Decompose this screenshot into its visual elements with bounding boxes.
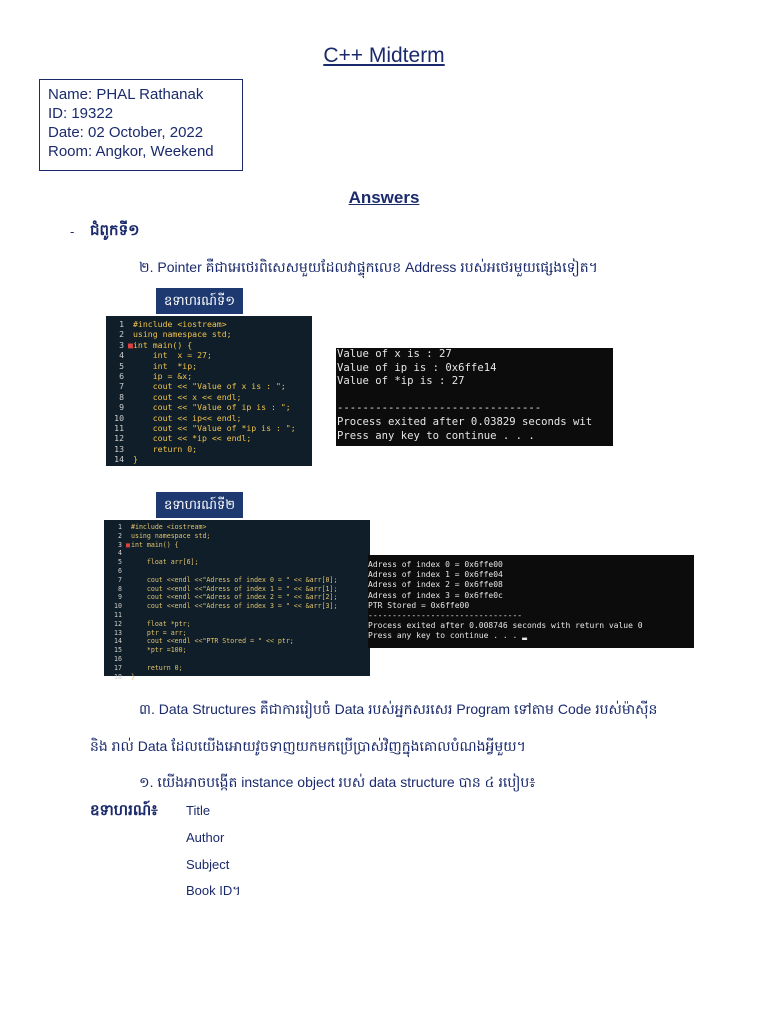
console-line: Press any key to continue . . . ▂ — [368, 631, 527, 641]
line-number: 1 — [118, 523, 122, 531]
code-text: } — [133, 454, 138, 465]
console-line: Press any key to continue . . . — [337, 429, 535, 442]
code-text: cout << "Value of *ip is : "; — [133, 422, 296, 433]
student-id: ID: 19322 — [48, 105, 114, 122]
code-text: cout <<endl <<"Adress of index 1 = " << &arr[1]; — [131, 584, 338, 593]
code-line — [104, 602, 370, 611]
console-line: Adress of index 0 = 0x6ffe00 — [368, 560, 503, 569]
list-item: Subject — [186, 857, 230, 872]
line-number: 6 — [118, 566, 122, 575]
section-heading: ជំពូកទី១ — [90, 222, 140, 239]
code-line — [106, 381, 312, 391]
code-line — [104, 646, 370, 655]
code-line — [104, 620, 370, 629]
code-line — [106, 402, 312, 412]
fold-marker — [126, 655, 131, 664]
code-text: #include <iostream> — [131, 523, 207, 531]
console-line: PTR Stored = 0x6ffe00 — [368, 600, 470, 610]
console-line: Value of x is : 27 — [337, 348, 452, 360]
code-line — [106, 454, 312, 464]
code-text: cout << "Value of x is : "; — [133, 381, 286, 392]
list-item: Author — [186, 830, 225, 845]
code-line — [106, 319, 312, 329]
line-number: 17 — [114, 663, 122, 672]
line-number: 12 — [114, 433, 124, 444]
line-number: 2 — [118, 531, 122, 540]
code-text: int main() { — [133, 339, 193, 350]
example-1-label: ឧទាហរណ៍ទី១ — [156, 288, 243, 314]
fold-marker — [126, 549, 131, 558]
code-text: cout <<endl <<"Adress of index 3 = " << &arr[3]; — [131, 602, 338, 611]
line-number: 6 — [119, 370, 124, 381]
line-number: 1 — [119, 319, 124, 329]
student-info-box — [39, 79, 243, 171]
console-line: -------------------------------- — [368, 611, 523, 621]
console-output-1 — [336, 348, 613, 446]
line-number: 12 — [114, 619, 122, 628]
fold-marker: ■ — [126, 540, 130, 549]
exam-room: Room: Angkor, Weekend — [48, 143, 214, 160]
line-number: 3 — [119, 339, 124, 350]
code-text: cout << *ip << endl; — [133, 433, 252, 444]
console-line: Value of ip is : 0x6ffe14 — [337, 361, 497, 374]
line-number: 9 — [119, 402, 124, 413]
line-number: 3 — [118, 540, 122, 549]
console-line: Value of *ip is : 27 — [337, 375, 465, 388]
fold-marker — [126, 567, 131, 576]
page-title: C++ Midterm — [323, 44, 445, 67]
code-line — [106, 433, 312, 443]
code-text: cout << x << endl; — [133, 391, 242, 402]
exam-date: Date: 02 October, 2022 — [48, 124, 204, 141]
code-line — [104, 549, 370, 558]
code-text: using namespace std; — [133, 329, 232, 340]
code-line — [104, 611, 370, 620]
line-number: 7 — [118, 575, 122, 584]
code-text: cout << "Value of ip is : "; — [133, 402, 291, 413]
list-item: Book ID។ — [186, 883, 241, 898]
code-text: #include <iostream> — [133, 319, 227, 329]
code-text: using namespace std; — [131, 531, 211, 540]
code-line — [104, 593, 370, 602]
code-line — [106, 329, 312, 339]
question-3-line-2: និង រាល់ Data ដែលយើងអោយវូចទាញយកមកប្រើប្រាស់វិញក្នុងគោលបំណងអ្វីមួយ។ — [90, 738, 526, 754]
line-number: 8 — [119, 391, 124, 402]
code-text: ptr = arr; — [131, 628, 187, 637]
code-text: float arr[6]; — [131, 558, 199, 567]
code-line — [106, 350, 312, 360]
code-line — [104, 576, 370, 585]
example-2-label: ឧទាហរណ៍ទី២ — [156, 492, 243, 518]
code-text: float *ptr; — [131, 619, 191, 628]
line-number: 11 — [114, 422, 124, 433]
code-line — [106, 361, 312, 371]
line-number: 10 — [114, 602, 122, 611]
code-line — [104, 523, 370, 532]
line-number: 8 — [118, 584, 122, 593]
code-line — [104, 532, 370, 541]
line-number: 4 — [119, 350, 124, 361]
console-line: Adress of index 2 = 0x6ffe08 — [368, 580, 503, 590]
code-text: int main() { — [131, 540, 179, 549]
console-line: Adress of index 3 = 0x6ffe0c — [368, 590, 503, 600]
code-text: return 0; — [131, 663, 183, 672]
question-2-text: ២. Pointer គឺជាអេថេរពិសេសមួយដែលវាផ្ទុកលេខ Address របស់អថេរមួយផ្សេងទៀត។ — [139, 259, 598, 275]
code-line — [106, 413, 312, 423]
code-text: int *ip; — [133, 360, 198, 371]
code-line — [104, 664, 370, 673]
line-number: 13 — [114, 443, 124, 454]
console-line — [337, 389, 613, 403]
code-text: } — [131, 672, 135, 681]
console-line: -------------------------------- — [337, 402, 542, 415]
line-number: 10 — [114, 412, 124, 423]
line-number: 14 — [114, 454, 124, 465]
code-line — [104, 655, 370, 664]
list-item: Title — [186, 803, 211, 818]
line-number: 16 — [114, 654, 122, 663]
example-label: ឧទាហរណ៍៖ — [90, 802, 158, 819]
code-line — [104, 629, 370, 638]
code-line — [104, 567, 370, 576]
line-number: 15 — [114, 646, 122, 655]
code-line — [106, 423, 312, 433]
line-number: 18 — [114, 672, 122, 681]
code-text: cout <<endl <<"Adress of index 2 = " << &arr[2]; — [131, 593, 338, 602]
code-text: int x = 27; — [133, 350, 212, 361]
code-line — [104, 673, 370, 682]
line-number: 13 — [114, 628, 122, 637]
code-line — [106, 392, 312, 402]
console-line: Process exited after 0.03829 seconds wit — [337, 415, 593, 428]
code-text: return 0; — [133, 443, 198, 454]
question-1-text: ១. យើងអាចបង្កើត instance object របស់ data structure បាន ៤ របៀប៖ — [139, 774, 536, 790]
code-editor-example-1 — [106, 316, 312, 466]
fold-marker — [126, 611, 131, 620]
console-line: Adress of index 1 = 0x6ffe04 — [368, 570, 503, 580]
code-line — [106, 444, 312, 454]
code-line — [104, 637, 370, 646]
line-number: 4 — [118, 549, 122, 558]
line-number: 5 — [119, 360, 124, 371]
code-text: cout << ip<< endl; — [133, 412, 242, 423]
question-3-line-1: ៣. Data Structures គឺជាការរៀបចំ Data របស់អ្នកសរសេរ Program ទៅតាម Code របស់ម៉ាស៊ីន — [139, 701, 658, 717]
code-line — [104, 541, 370, 550]
fold-marker: ■ — [128, 339, 133, 350]
code-line — [104, 558, 370, 567]
code-text: cout <<endl <<"PTR Stored = " << ptr; — [131, 637, 294, 646]
code-line — [106, 340, 312, 350]
bullet-dash: - — [70, 224, 75, 239]
line-number: 2 — [119, 329, 124, 340]
line-number: 11 — [114, 610, 122, 619]
console-output-2 — [368, 555, 694, 648]
code-line — [106, 371, 312, 381]
code-editor-example-2 — [104, 520, 370, 681]
line-number: 5 — [118, 558, 122, 567]
code-line — [104, 585, 370, 594]
code-text: ip = &x; — [133, 370, 193, 381]
line-number: 9 — [118, 593, 122, 602]
console-line: Process exited after 0.008746 seconds with return value 0 — [368, 621, 643, 631]
student-name: Name: PHAL Rathanak — [48, 86, 204, 103]
code-text: cout <<endl <<"Adress of index 0 = " << &arr[0]; — [131, 575, 338, 584]
answers-heading: Answers — [348, 188, 420, 207]
line-number: 14 — [114, 637, 122, 646]
line-number: 7 — [119, 381, 124, 392]
code-text: *ptr =100; — [131, 646, 187, 655]
